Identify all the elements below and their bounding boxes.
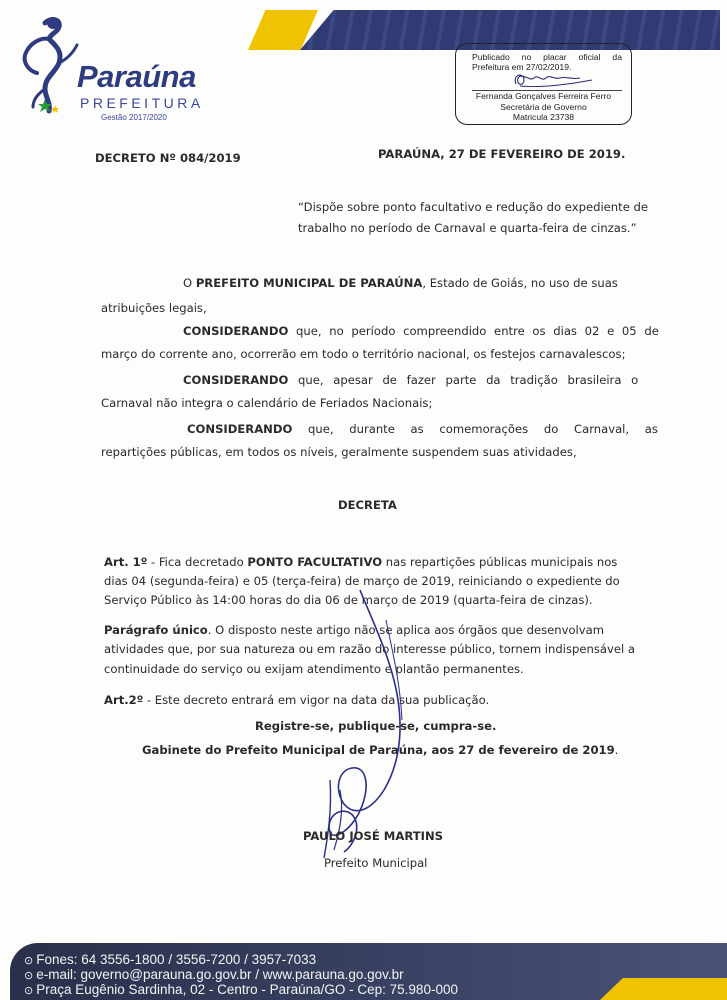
article-1-line-3: Serviço Público às 14:00 horas do dia 06 de março de 2019 (quarta-feira de cinzas). xyxy=(104,593,593,607)
footer-address-text: Praça Eugênio Sardinha, 02 - Centro - Paraúna/GO - Cep: 75.980-000 xyxy=(36,982,458,997)
article-1 xyxy=(104,556,617,569)
decreta-heading: DECRETA xyxy=(338,498,397,512)
article-1-label: Art. 1º xyxy=(104,555,148,569)
considerando-2-text: que, apesar de fazer parte da tradição brasileira o xyxy=(288,373,639,387)
article-2-label: Art.2º xyxy=(104,693,144,707)
paragrafo-line-3: continuidade do serviço ou exijam atendimento e plantão permanentes. xyxy=(104,662,524,676)
considerando-1-line-2: março do corrente ano, ocorrerão em todo o território nacional, os festejos carnavalescos; xyxy=(101,347,626,361)
stamp-signature xyxy=(472,68,622,90)
footer-phones-text: Fones: 64 3556-1800 / 3556-7200 / 3957-7033 xyxy=(36,952,317,967)
location-icon: ⊙ xyxy=(24,985,34,997)
logo-subtitle: PREFEITURA xyxy=(80,95,204,111)
decree-number: DECRETO Nº 084/2019 xyxy=(95,151,241,165)
signer-role: Prefeito Municipal xyxy=(324,856,428,870)
logo-name: Paraúna xyxy=(77,59,196,94)
article-1-line-2: dias 04 (segunda-feira) e 05 (terça-feira) de março de 2019, reiniciando o expediente do xyxy=(104,574,620,588)
considerando-1-text: que, no período compreendido entre os dias 02 e 05 de xyxy=(288,324,659,338)
phone-icon: ⊙ xyxy=(24,955,34,967)
considerando-3-text: que, durante as comemorações do Carnaval, as xyxy=(292,422,658,436)
stamp-signer-name: Fernanda Gonçalves Ferreira Ferro xyxy=(475,91,612,101)
prefeitura-logo xyxy=(15,15,225,125)
signer-name: PAULO JOSÉ MARTINS xyxy=(303,829,443,843)
intro-pre: O xyxy=(183,276,196,290)
gabinete-text: Gabinete do Prefeito Municipal de Paraúna, aos 27 de fevereiro de 2019 xyxy=(142,743,615,757)
considerando-1 xyxy=(183,325,659,338)
dancer-figure-icon xyxy=(15,15,85,115)
considerando-label: CONSIDERANDO xyxy=(183,373,289,387)
paragrafo-line-2: atividades que, por sua natureza ou em razão do interesse público, tornem indispensável a xyxy=(104,642,635,656)
footer-phones xyxy=(24,952,316,967)
ementa-line-1: “Dispõe sobre ponto facultativo e redução do expediente de xyxy=(298,200,649,214)
paragrafo-label: Parágrafo único xyxy=(104,623,208,637)
paragrafo-text-a: . O disposto neste artigo não se aplica aos órgãos que desenvolvam xyxy=(207,623,605,637)
considerando-label: CONSIDERANDO xyxy=(187,422,293,436)
article-1-text-a: - Fica decretado xyxy=(147,555,248,569)
stamp-line-1: Publicado no placar oficial da xyxy=(472,52,622,62)
footer-address xyxy=(24,982,458,997)
intro-post: , Estado de Goiás, no uso de suas xyxy=(422,276,618,290)
considerando-label: CONSIDERANDO xyxy=(183,324,289,338)
intro-bold: PREFEITO MUNICIPAL DE PARAÚNA xyxy=(195,276,423,290)
footer-email xyxy=(24,967,404,982)
stamp-line-2: Prefeitura em 27/02/2019. xyxy=(472,62,572,72)
decree-date: PARAÚNA, 27 DE FEVEREIRO DE 2019. xyxy=(378,147,626,161)
intro-paragraph xyxy=(183,277,618,290)
gabinete-dot: . xyxy=(614,743,619,757)
considerando-2 xyxy=(183,374,638,387)
email-icon: ⊙ xyxy=(24,970,34,982)
registre-line: Registre-se, publique-se, cumpra-se. xyxy=(255,719,497,733)
article-1-text-b: nas repartições públicas municipais nos xyxy=(382,555,618,569)
publication-stamp xyxy=(455,43,632,125)
article-1-bold: PONTO FACULTATIVO xyxy=(247,555,383,569)
stamp-signer-matricula: Matricula 23738 xyxy=(512,112,575,122)
intro-line-2: atribuições legais, xyxy=(101,301,207,315)
logo-term: Gestão 2017/2020 xyxy=(101,113,167,122)
ementa-line-2: trabalho no período de Carnaval e quarta-feira de cinzas.” xyxy=(298,221,637,235)
considerando-3-line-2: repartições públicas, em todos os níveis, geralmente suspendem suas atividades, xyxy=(101,445,577,459)
footer-email-text: e-mail: governo@parauna.go.gov.br / www.parauna.go.gov.br xyxy=(36,967,404,982)
article-2-text: - Este decreto entrará em vigor na data da sua publicação. xyxy=(143,693,490,707)
considerando-3 xyxy=(187,423,658,436)
considerando-2-line-2: Carnaval não integra o calendário de Feriados Nacionais; xyxy=(101,396,433,410)
stamp-signer xyxy=(456,91,631,123)
stamp-signer-role: Secretária de Governo xyxy=(500,101,587,112)
